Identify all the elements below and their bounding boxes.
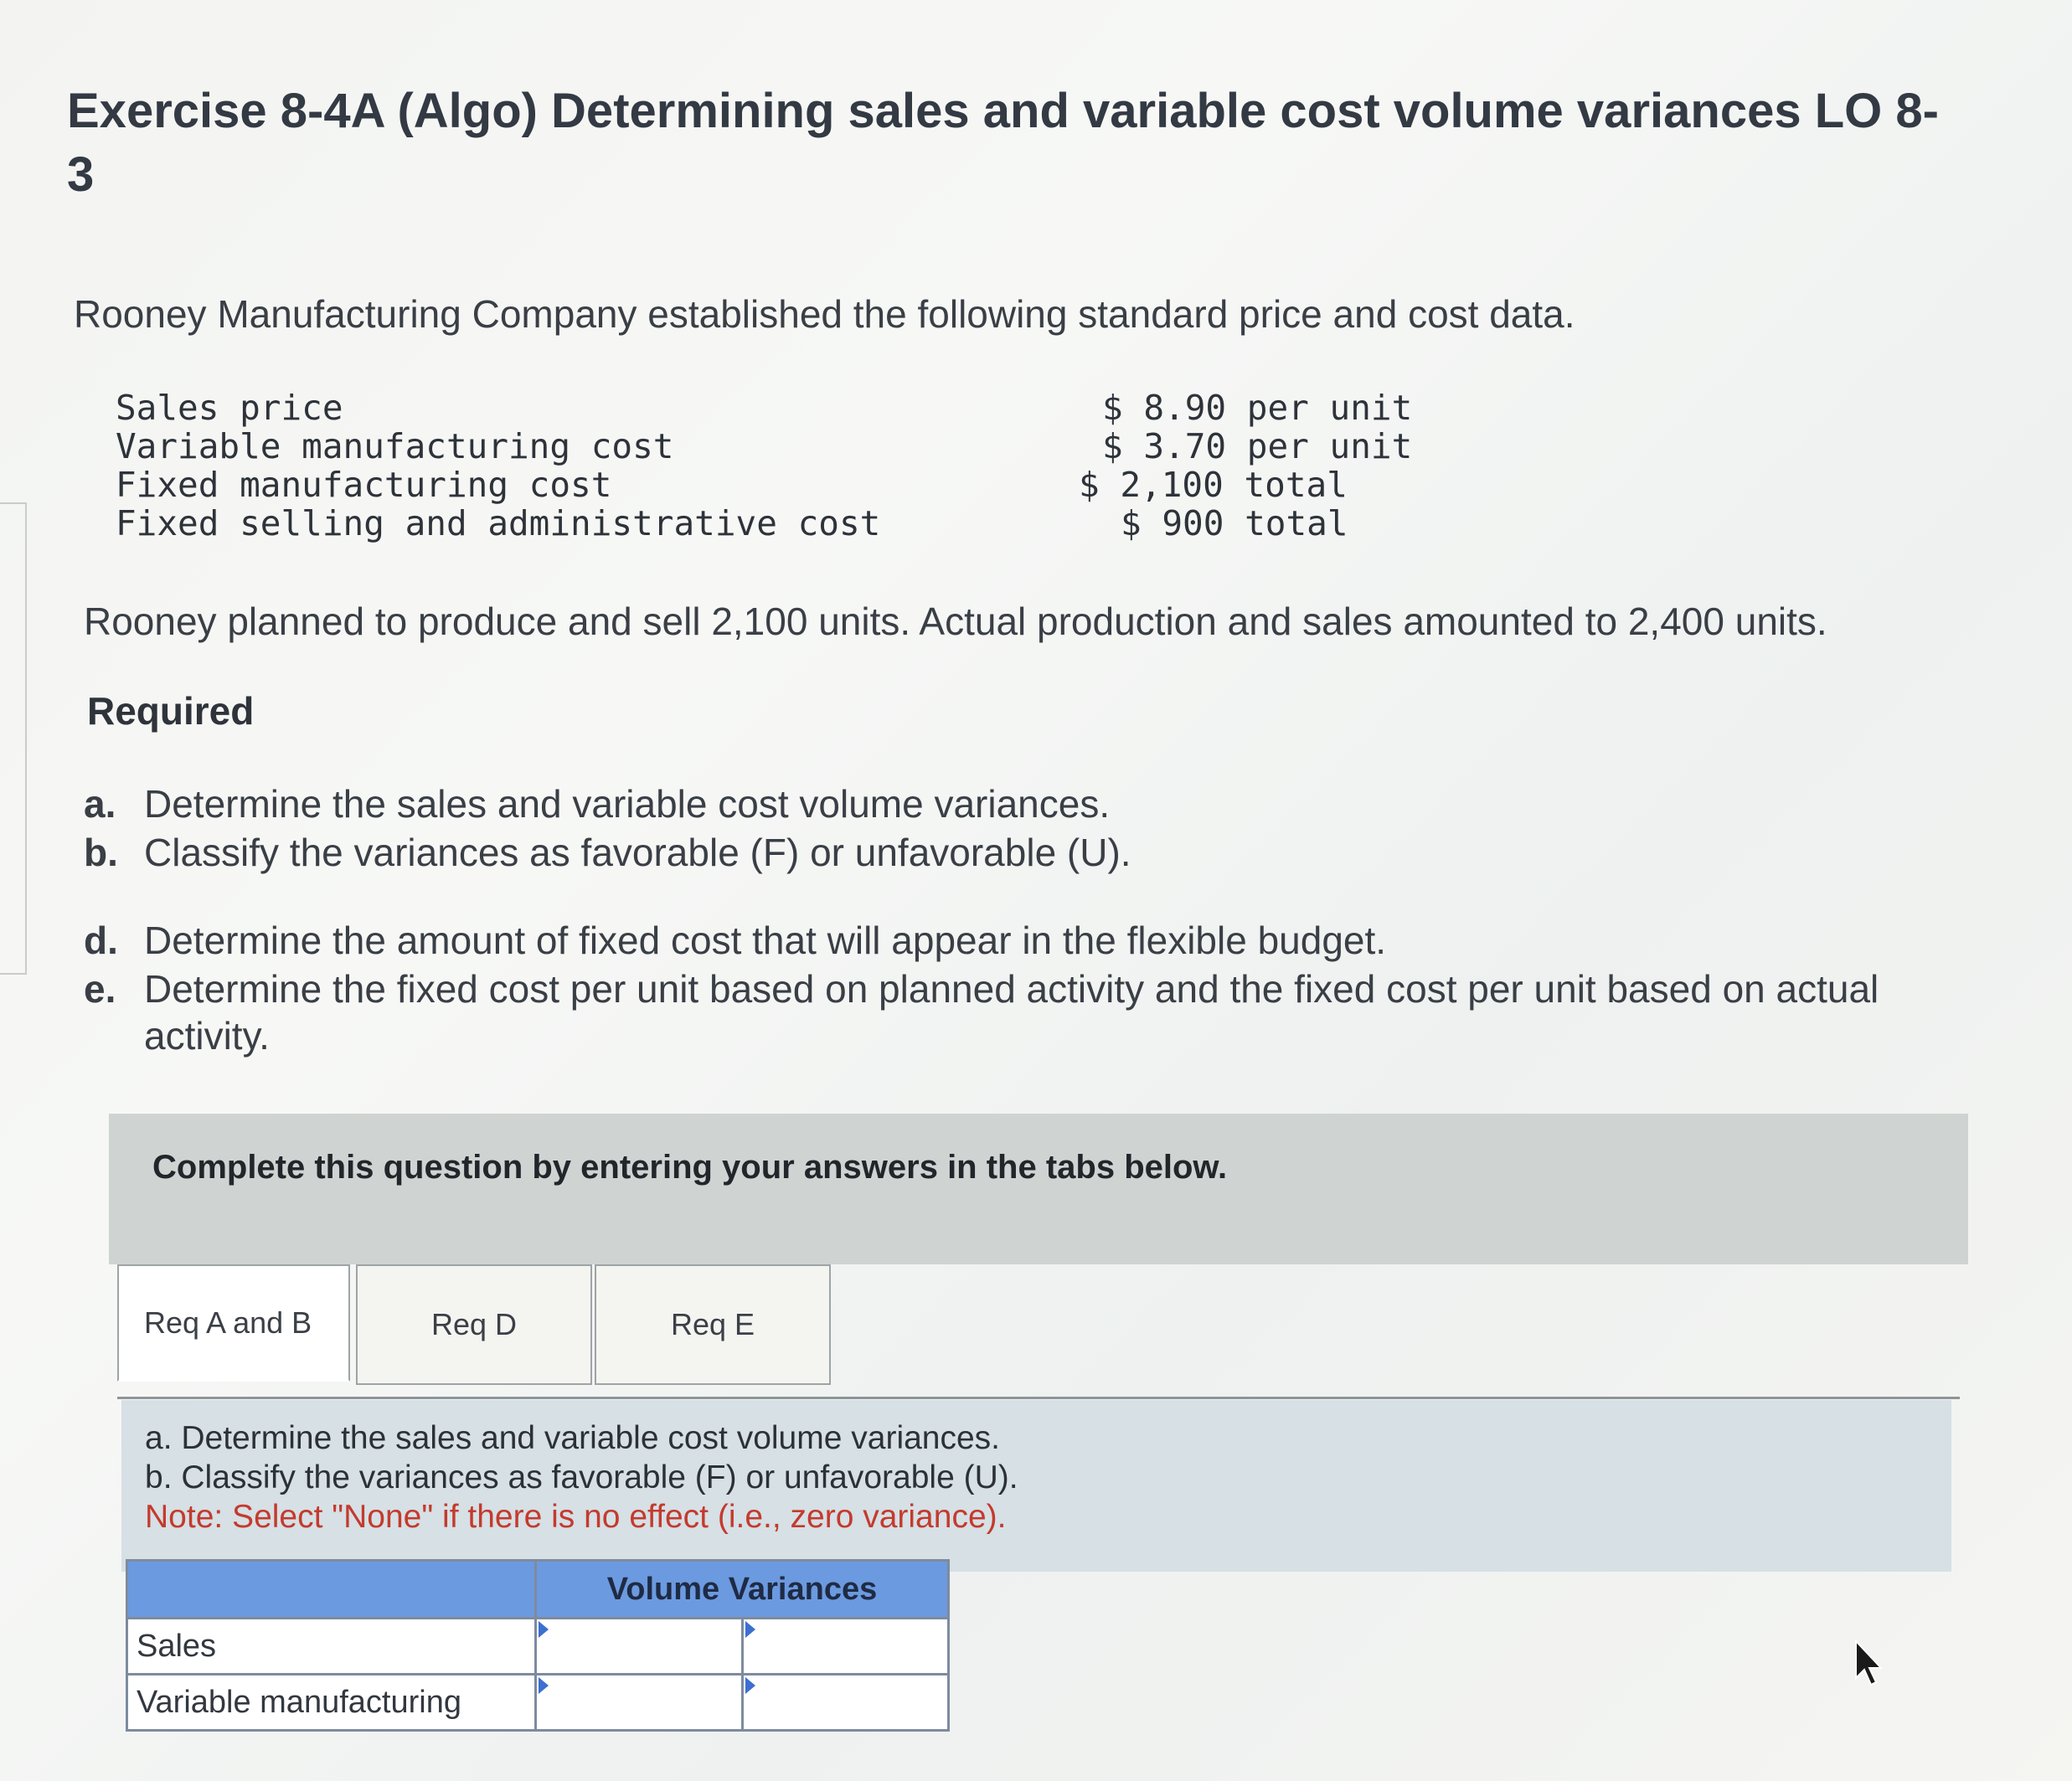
requirement-letter: b. — [84, 831, 118, 874]
cost-data-label: Variable manufacturing cost — [116, 426, 674, 466]
sales-variance-classification-value[interactable] — [744, 1619, 948, 1673]
cost-data-table — [116, 389, 1456, 543]
table-header-blank — [127, 1561, 536, 1619]
cursor-arrow-icon — [1853, 1639, 1886, 1688]
planned-actual-text: Rooney planned to produce and sell 2,100 units. Actual production and sales amounted to 2,400 units. — [84, 600, 1827, 643]
table-row — [127, 1619, 949, 1675]
tab-divider — [117, 1397, 1960, 1399]
instructions-banner — [109, 1114, 1968, 1264]
tab-req-e[interactable]: Req E — [595, 1264, 831, 1385]
row-label-variable-manufacturing: Variable manufacturing — [127, 1675, 536, 1731]
cost-data-row — [116, 504, 1456, 543]
required-heading: Required — [87, 689, 255, 733]
cost-data-value: $ 8.90 per unit — [1102, 388, 1413, 428]
requirements-list — [84, 780, 1926, 878]
requirement-text: Determine the fixed cost per unit based on planned activity and the fixed cost per unit based on actual activity. — [144, 967, 1879, 1058]
requirements-list — [84, 917, 1926, 1061]
prompt-line-b: b. Classify the variances as favorable (F) or unfavorable (U). — [145, 1459, 1018, 1495]
dropdown-marker-icon — [539, 1621, 549, 1638]
dropdown-marker-icon — [745, 1677, 755, 1694]
cost-data-row — [116, 466, 1456, 504]
question-prompt — [121, 1400, 1951, 1572]
prompt-text — [145, 1418, 1018, 1536]
requirement-item — [84, 965, 1926, 1059]
dropdown-marker-icon — [539, 1677, 549, 1694]
requirement-text: Determine the sales and variable cost volume variances. — [144, 782, 1111, 826]
variable-manufacturing-variance-amount-field[interactable] — [537, 1675, 741, 1729]
tab-req-d[interactable]: Req D — [356, 1264, 592, 1385]
requirement-item — [84, 917, 1926, 964]
requirement-letter: d. — [84, 919, 118, 962]
cost-data-value: $ 900 total — [1121, 503, 1348, 543]
cost-data-label: Fixed selling and administrative cost — [116, 503, 881, 543]
requirement-text: Classify the variances as favorable (F) or unfavorable (U). — [144, 831, 1131, 874]
tab-req-a-and-b[interactable]: Req A and B — [117, 1264, 350, 1382]
requirement-text: Determine the amount of fixed cost that will appear in the flexible budget. — [144, 919, 1387, 962]
row-label-sales: Sales — [127, 1619, 536, 1675]
cost-data-value: $ 2,100 total — [1079, 465, 1348, 505]
variable-manufacturing-variance-classification-value[interactable] — [744, 1675, 948, 1729]
cost-data-label: Fixed manufacturing cost — [116, 465, 612, 505]
prompt-note: Note: Select "None" if there is no effect (i.e., zero variance). — [145, 1499, 1007, 1535]
table-header-row — [127, 1561, 949, 1619]
sales-variance-classification-select[interactable] — [742, 1619, 949, 1675]
exercise-title: Exercise 8-4A (Algo) Determining sales and variable cost volume variances LO 8-3 — [67, 84, 1939, 202]
requirement-item — [84, 780, 1926, 827]
cost-data-row — [116, 389, 1456, 427]
requirement-item — [84, 829, 1926, 876]
dropdown-marker-icon — [745, 1621, 755, 1638]
cost-data-row — [116, 427, 1456, 466]
side-bracket-decoration — [0, 502, 27, 975]
variable-manufacturing-variance-amount-input[interactable] — [536, 1675, 743, 1731]
sales-variance-amount-input[interactable] — [536, 1619, 743, 1675]
requirement-letter: e. — [84, 967, 116, 1011]
requirement-letter: a. — [84, 782, 116, 826]
table-header-volume-variances: Volume Variances — [536, 1561, 949, 1619]
intro-text: Rooney Manufacturing Company established the following standard price and cost data. — [74, 292, 1575, 336]
variable-manufacturing-variance-classification-select[interactable] — [742, 1675, 949, 1731]
sales-variance-amount-field[interactable] — [537, 1619, 741, 1673]
table-row — [127, 1675, 949, 1731]
instructions-text: Complete this question by entering your answers in the tabs below. — [152, 1149, 1228, 1186]
prompt-line-a: a. Determine the sales and variable cost volume variances. — [145, 1420, 1001, 1456]
volume-variances-table — [126, 1559, 950, 1732]
cost-data-value: $ 3.70 per unit — [1102, 426, 1413, 466]
cost-data-label: Sales price — [116, 388, 343, 428]
